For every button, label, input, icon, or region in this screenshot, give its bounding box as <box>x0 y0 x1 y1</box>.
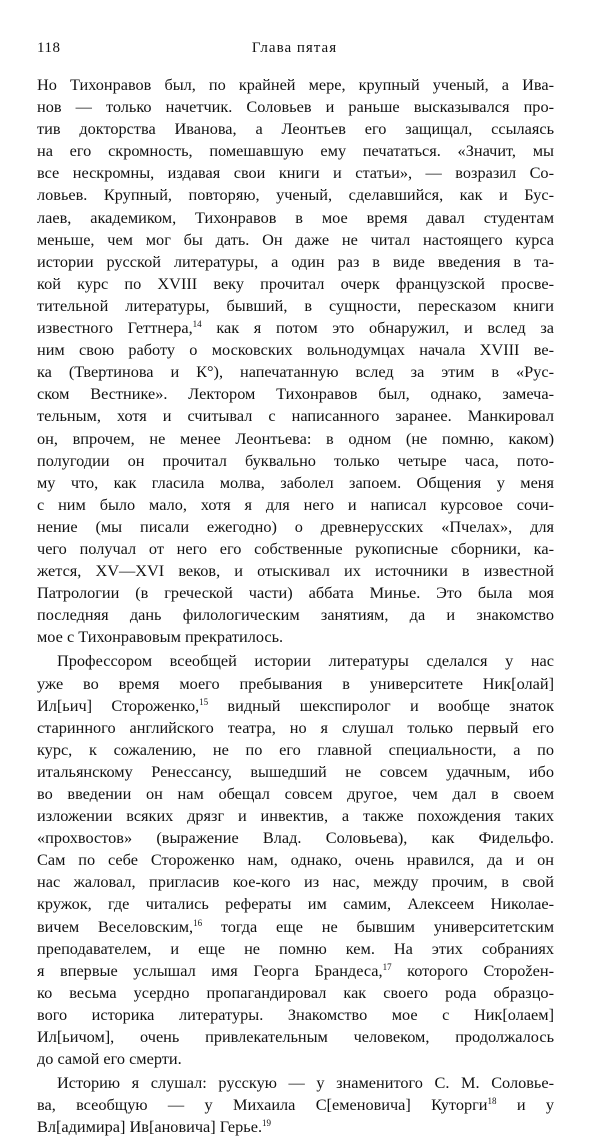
text-line: чего получал от него его собственные рукописные сборники, ка- <box>37 538 554 558</box>
text-line: тив докторства Иванова, а Леонтьев его защищал, ссылаясь <box>37 119 554 139</box>
text-line: му что, как гласила молва, заболел запоем. Общения у меня <box>37 472 554 492</box>
text-line: лаев, академиком, Тихонравов в мое время давал студентам <box>37 207 554 227</box>
text-line: истории русской литературы, а один раз в виде введения в та- <box>37 251 554 271</box>
text-line: ловьев. Крупный, повторяю, ученый, сделавшийся, как и Бус- <box>37 185 554 205</box>
text-line <box>37 1094 554 1116</box>
text-line: уже во время моего пребывания в университете Ник[олай] <box>37 673 554 693</box>
footnote-ref-16: 16 <box>193 917 203 928</box>
text-line: нас жаловал, пригласив кое-кого из нас, между прочим, в свой <box>37 872 554 892</box>
text-line: кружок, где читались рефераты им самим, Алексеем Николае- <box>37 894 554 914</box>
text-fragment: вичем Веселовским, <box>37 916 194 936</box>
text-line: старинного английского театра, но я слушал только первый его <box>37 717 554 737</box>
text-line: изложении всяких дрязг и инвектив, а также похождения таких <box>37 806 554 826</box>
text-fragment: видный шекспиролог и вообще знаток <box>208 695 554 715</box>
text-line: Историю я слушал: русскую — у знаменитого С. М. Соловье- <box>57 1073 554 1093</box>
text-line: итальянскому Ренессансу, вышедший не совсем удачным, ибо <box>37 761 554 781</box>
text-fragment: как я потом это обнаружил, и вслед за <box>201 318 554 338</box>
footnote-ref-18: 18 <box>487 1096 497 1107</box>
text-line: нов — только начетчик. Соловьев и раньше высказывался про- <box>37 97 554 117</box>
paragraph-3 <box>37 1072 554 1138</box>
text-line: меньше, чем мог бы дать. Он даже не читал настоящего курса <box>37 229 554 249</box>
text-line: ко весьма усердно пропагандировал как своего рода образцо- <box>37 982 554 1002</box>
text-line: с ним было мало, хотя я для него и написал курсовое сочи- <box>37 494 554 514</box>
text-line: во введении он нам обещал совсем другое, чем дал в своем <box>37 784 554 803</box>
text-line: Но Тихонравов был, по крайней мере, крупный ученый, а Ива- <box>37 75 554 94</box>
text-line: полугодии он прочитал буквально только четыре часа, пото- <box>37 450 554 470</box>
paragraph-2 <box>37 650 554 1070</box>
text-fragment: тогда еще не бывшим университетским <box>202 916 554 936</box>
text-line: последняя дань филологическим занятиям, да и знакомство <box>37 605 554 625</box>
text-line: вого историка литературы. Знакомство мое с Ник[олаем] <box>37 1004 554 1024</box>
text-line: ним свою работу о московских вольнодумцах начала XVIII ве- <box>37 340 554 360</box>
text-line: все нескромны, издавая свои книги и статьи», — возразил Со- <box>37 163 554 183</box>
text-fragment: которого Стороžен- <box>391 960 554 980</box>
text-line: ка (Твертинова и К°), напечатанную вслед за этим в «Рус- <box>37 362 554 382</box>
text-line: Патрологии (в греческой части) аббата Минье. Это была моя <box>37 583 554 603</box>
text-line: мое с Тихонравовым прекратилось. <box>37 627 284 647</box>
text-line: преподавателем, и еще не помню кем. На этих собраниях <box>37 938 554 958</box>
page-header <box>37 40 552 64</box>
page-body <box>37 74 554 1139</box>
text-line: он, впрочем, не менее Леонтьева: в одном (не помню, каком) <box>37 428 554 448</box>
text-line: кой курс по XVIII веку прочитал очерк французской просве- <box>37 273 554 293</box>
footnote-ref-17: 17 <box>382 961 392 972</box>
text-fragment: и у <box>496 1095 554 1115</box>
text-fragment: Вл[адимира] Ив[ановича] Герье. <box>37 1117 263 1137</box>
text-line: тительной литературы, бывший, в сущности, пересказом книги <box>37 295 554 315</box>
text-line: Сам по себе Стороженко нам, однако, очень нравился, да и он <box>37 850 554 870</box>
footnote-ref-19: 19 <box>262 1118 272 1129</box>
running-head: Глава пятая <box>251 40 338 56</box>
paragraph-1 <box>37 74 554 648</box>
text-line: Профессором всеобщей истории литературы сделался у нас <box>57 651 554 671</box>
text-fragment: Ил[ьич] Стороженко, <box>37 695 200 715</box>
text-fragment: ва, всеобщую — у Михаила С[еменовича] Куторги <box>37 1095 488 1115</box>
page-number: 118 <box>37 40 61 56</box>
text-line: на его скромность, помешавшую ему печататься. «Значит, мы <box>37 141 554 161</box>
footnote-ref-15: 15 <box>199 696 209 707</box>
text-line: Ил[ьичом], очень привлекательным человеком, продолжалось <box>37 1027 554 1047</box>
text-fragment: известного Геттнера, <box>37 318 193 338</box>
text-line: нение (мы писали ежегодно) о древнерусских «Пчелах», для <box>37 516 554 536</box>
text-line: ском Вестнике». Лектором Тихонравов был, однако, замеча- <box>37 384 554 404</box>
text-line <box>37 916 554 938</box>
text-line: курс, к сожалению, не по его главной специальности, а по <box>37 739 554 759</box>
text-line <box>37 1116 554 1138</box>
text-line: до самой его смерти. <box>37 1049 182 1069</box>
text-line <box>37 960 554 982</box>
text-line: жется, XV—XVI веков, и отыскивал их источники в известной <box>37 561 554 581</box>
text-line <box>37 695 554 717</box>
text-line <box>37 317 554 339</box>
text-fragment: я впервые услышал имя Георга Брандеса, <box>37 960 383 980</box>
footnote-ref-14: 14 <box>192 319 202 330</box>
text-line: «прохвостов» (выражение Влад. Соловьева), как Фидельфо. <box>37 828 554 848</box>
text-line: тельным, хотя и считывал с написанного заранее. Манкировал <box>37 406 554 426</box>
